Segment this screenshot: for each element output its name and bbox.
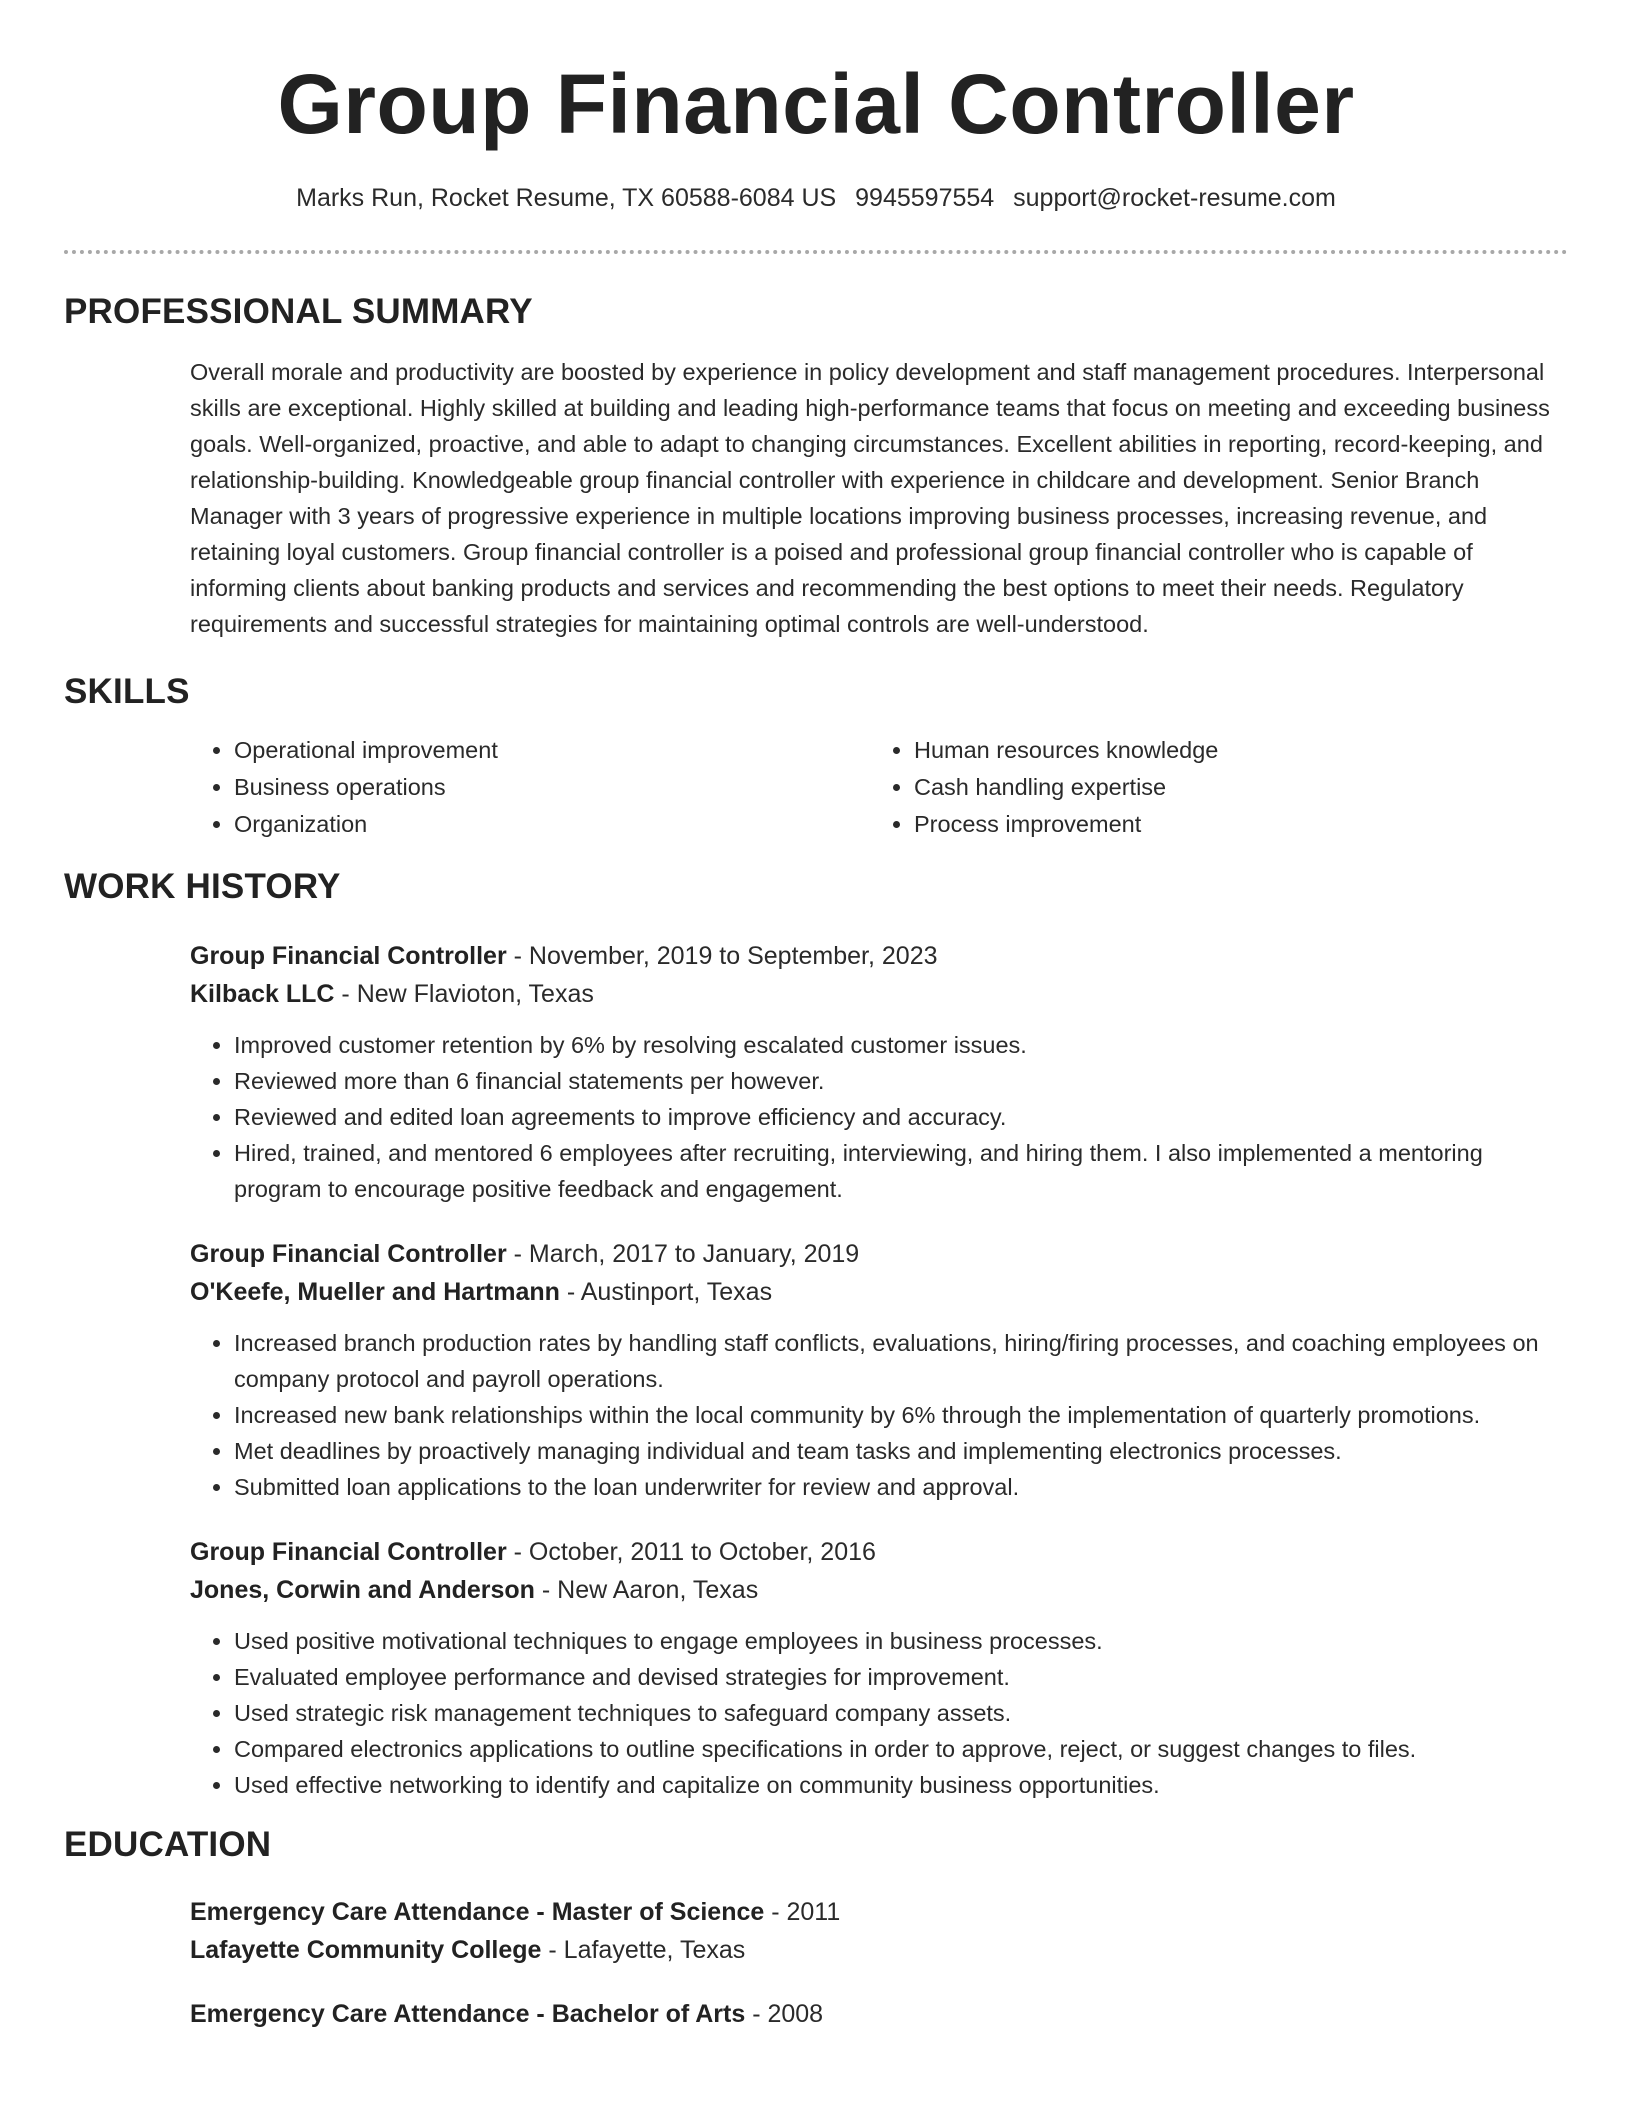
job-bullet: • Met deadlines by proactively managing individual and team tasks and implementing electronics processes. bbox=[234, 1433, 1568, 1469]
degree-name: Emergency Care Attendance - Master of Science bbox=[190, 1898, 765, 1926]
job-bullet: • Used strategic risk management techniques to safeguard company assets. bbox=[234, 1695, 1568, 1731]
education-entry bbox=[190, 1893, 1568, 1969]
contact-phone: 9945597554 bbox=[855, 184, 995, 212]
job-entry bbox=[190, 1533, 1568, 1803]
job-bullet: • Reviewed more than 6 financial statements per however. bbox=[234, 1063, 1568, 1099]
work-history-title: WORK HISTORY bbox=[64, 867, 341, 906]
skills-section bbox=[64, 670, 1568, 843]
company-line bbox=[190, 975, 1568, 1013]
school-location: - Lafayette, Texas bbox=[541, 1936, 746, 1964]
job-bullet: • Increased new bank relationships within the local community by 6% through the implementation of quarterly promotions. bbox=[234, 1397, 1568, 1433]
school-name: Lafayette Community College bbox=[190, 1936, 542, 1964]
education-section bbox=[64, 1823, 1568, 2033]
company-location: - New Aaron, Texas bbox=[534, 1576, 759, 1604]
company-line bbox=[190, 1571, 1568, 1609]
job-title-line bbox=[190, 937, 1568, 975]
job-bullet: • Improved customer retention by 6% by resolving escalated customer issues. bbox=[234, 1027, 1568, 1063]
company-name: O'Keefe, Mueller and Hartmann bbox=[190, 1278, 560, 1306]
job-bullets bbox=[190, 1325, 1568, 1505]
summary-text: Overall morale and productivity are boosted by experience in policy development and staff management procedures. Interpersonal skills are exceptional. Highly skilled at building and leading high-performance teams that focus on meeting and exceeding business goals. Well-organized, proactive, and able to adapt to changing circumstances. Excellent abilities in reporting, record-keeping, and relationship-building. Knowledgeable group financial controller with experience in childcare and development. Senior Branch Manager with 3 years of progressive experience in multiple locations improving business processes, increasing revenue, and retaining loyal customers. Group financial controller is a poised and professional group financial controller who is capable of informing clients about banking products and services and recommending the best options to meet their needs. Regulatory requirements and successful strategies for maintaining optimal controls are well-understood. bbox=[190, 359, 1550, 637]
skill-item: • Business operations bbox=[234, 769, 870, 806]
degree-line bbox=[190, 1995, 1568, 2033]
resume-name-heading: Group Financial Controller bbox=[277, 57, 1355, 151]
company-name: Kilback LLC bbox=[190, 980, 335, 1008]
job-bullet: • Reviewed and edited loan agreements to improve efficiency and accuracy. bbox=[234, 1099, 1568, 1135]
company-location: - Austinport, Texas bbox=[559, 1278, 773, 1306]
job-bullet: • Used effective networking to identify and capitalize on community business opportunities. bbox=[234, 1767, 1568, 1803]
skills-title: SKILLS bbox=[64, 672, 190, 711]
job-dates: - November, 2019 to September, 2023 bbox=[506, 942, 938, 970]
skills-grid bbox=[190, 732, 1568, 843]
job-bullet: • Used positive motivational techniques to engage employees in business processes. bbox=[234, 1623, 1568, 1659]
job-bullets bbox=[190, 1623, 1568, 1803]
job-dates: - March, 2017 to January, 2019 bbox=[506, 1240, 860, 1268]
skill-item: • Cash handling expertise bbox=[914, 769, 1550, 806]
summary-section bbox=[64, 290, 1568, 642]
school-line bbox=[190, 1931, 1568, 1969]
contact-email: support@rocket-resume.com bbox=[1013, 184, 1336, 212]
job-bullet: • Evaluated employee performance and devised strategies for improvement. bbox=[234, 1659, 1568, 1695]
job-title: Group Financial Controller bbox=[190, 1240, 507, 1268]
job-bullet: • Compared electronics applications to outline specifications in order to approve, reject, or suggest changes to files. bbox=[234, 1731, 1568, 1767]
job-title-line bbox=[190, 1533, 1568, 1571]
education-entry bbox=[190, 1995, 1568, 2033]
job-bullet: • Increased branch production rates by handling staff conflicts, evaluations, hiring/firing processes, and coaching employees on company protocol and payroll operations. bbox=[234, 1325, 1568, 1397]
job-entry bbox=[190, 937, 1568, 1207]
skill-item: • Human resources knowledge bbox=[914, 732, 1550, 769]
job-entry bbox=[190, 1235, 1568, 1505]
degree-year: - 2011 bbox=[764, 1898, 841, 1926]
job-title: Group Financial Controller bbox=[190, 1538, 507, 1566]
job-bullet: • Submitted loan applications to the loan underwriter for review and approval. bbox=[234, 1469, 1568, 1505]
contact-address: Marks Run, Rocket Resume, TX 60588-6084 US bbox=[296, 184, 837, 212]
company-name: Jones, Corwin and Anderson bbox=[190, 1576, 535, 1604]
degree-line bbox=[190, 1893, 1568, 1931]
company-line bbox=[190, 1273, 1568, 1311]
job-title: Group Financial Controller bbox=[190, 942, 507, 970]
header-divider bbox=[64, 250, 1568, 254]
skill-item: • Process improvement bbox=[914, 806, 1550, 843]
summary-title: PROFESSIONAL SUMMARY bbox=[64, 292, 533, 331]
work-history-section bbox=[64, 865, 1568, 1803]
skills-column-right bbox=[870, 732, 1550, 843]
contact-line bbox=[64, 182, 1568, 214]
skill-item: • Organization bbox=[234, 806, 870, 843]
company-location: - New Flavioton, Texas bbox=[334, 980, 594, 1008]
job-bullet: • Hired, trained, and mentored 6 employees after recruiting, interviewing, and hiring them. I also implemented a mentoring program to encourage positive feedback and engagement. bbox=[234, 1135, 1568, 1207]
degree-year: - 2008 bbox=[745, 2000, 824, 2028]
education-title: EDUCATION bbox=[64, 1825, 272, 1864]
job-dates: - October, 2011 to October, 2016 bbox=[506, 1538, 876, 1566]
skills-column-left bbox=[190, 732, 870, 843]
degree-name: Emergency Care Attendance - Bachelor of Arts bbox=[190, 2000, 746, 2028]
job-bullets bbox=[190, 1027, 1568, 1207]
job-title-line bbox=[190, 1235, 1568, 1273]
skill-item: • Operational improvement bbox=[234, 732, 870, 769]
